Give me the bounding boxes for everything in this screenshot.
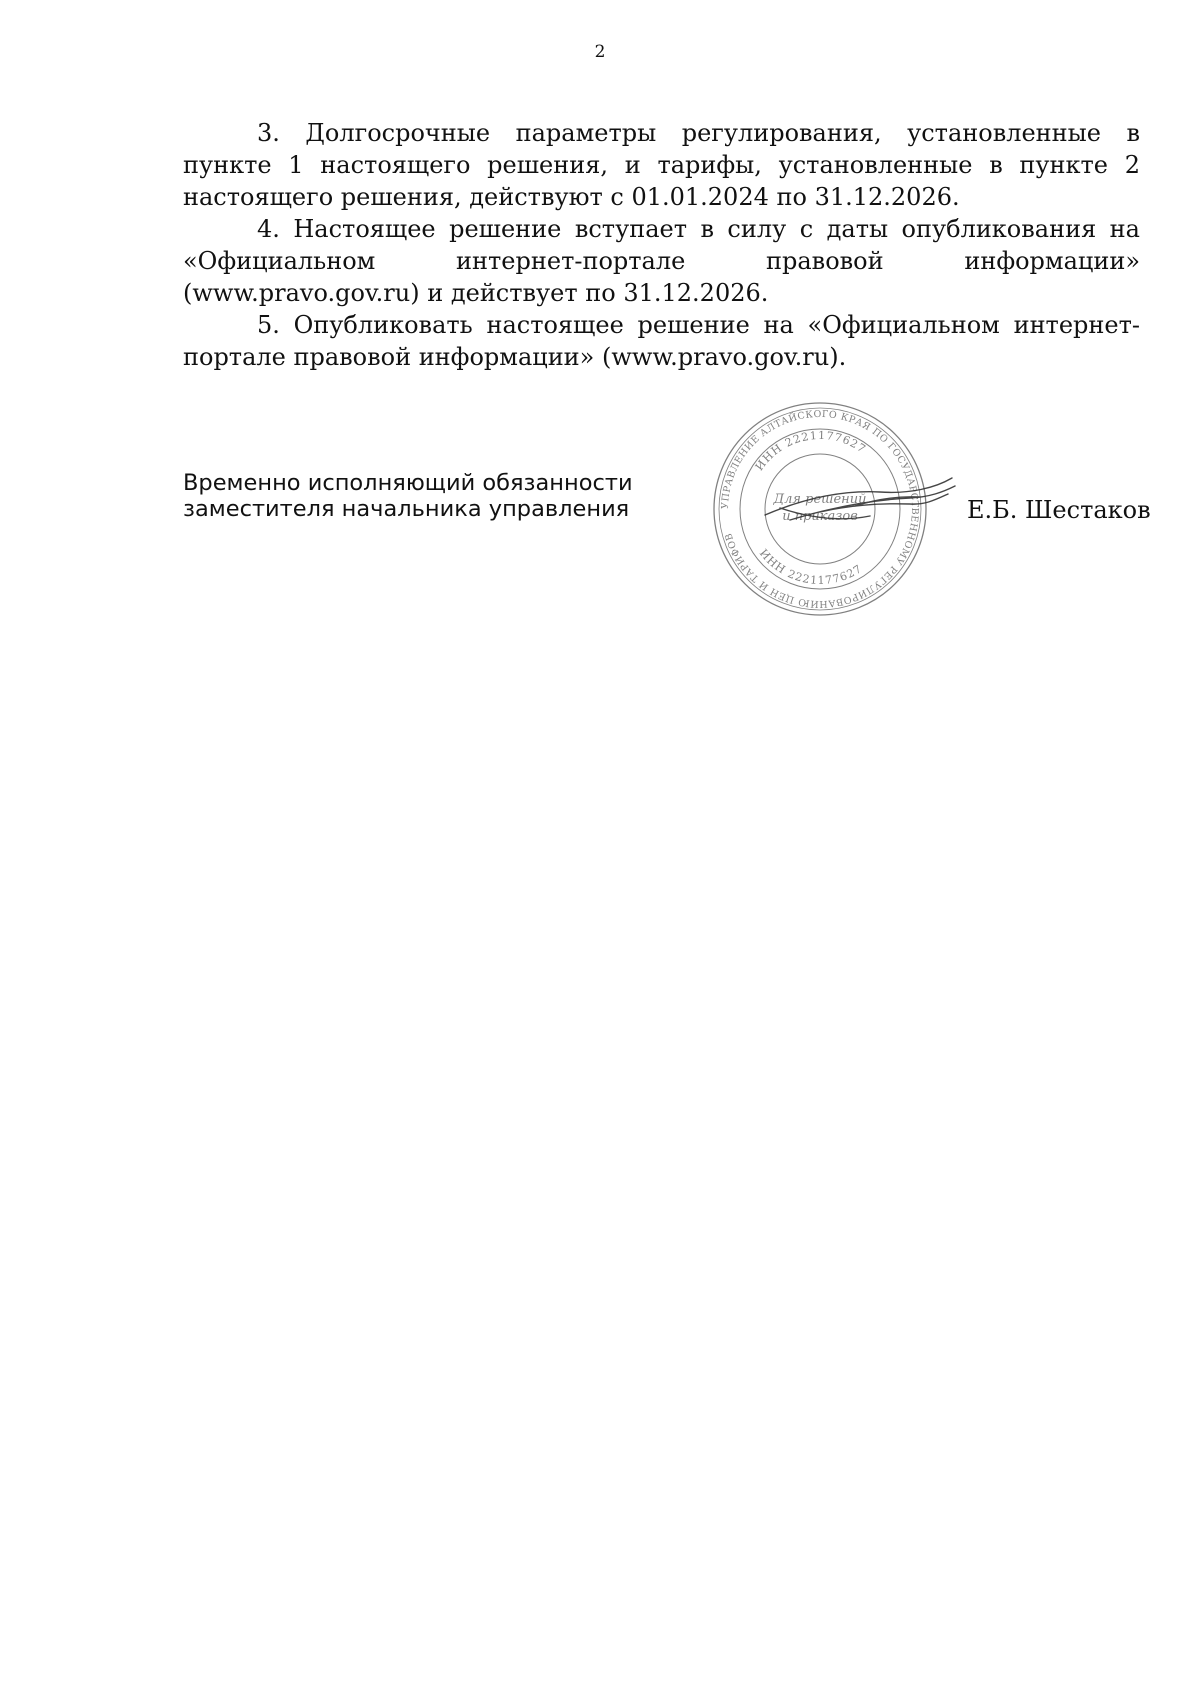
seal-inn-bottom: ИНН 2221177627 bbox=[756, 546, 865, 588]
signatory-name: Е.Б. Шестаков bbox=[967, 496, 1151, 524]
signatory-position-line-2: заместителя начальника управления bbox=[183, 496, 630, 522]
paragraph-5: 5. Опубликовать настоящее решение на «Официальном интернет-портале правовой информации» (www.pravo.gov.ru). bbox=[183, 311, 1140, 371]
seal-center-line-2: и приказов bbox=[782, 509, 858, 524]
seal-inn-text-top bbox=[753, 429, 869, 473]
seal-inn-text-bottom bbox=[757, 547, 865, 587]
handwritten-signature bbox=[760, 470, 960, 540]
page-number: 2 bbox=[594, 42, 606, 62]
document-body bbox=[183, 117, 1140, 373]
paragraph-4: 4. Настоящее решение вступает в силу с даты опубликования на «Официальном интернет-портале правовой информации» (www.pravo.gov.ru) и действует по 31.12.2026. bbox=[183, 215, 1140, 307]
signatory-position bbox=[183, 470, 663, 522]
seal-inn-top: ИНН 2221177627 bbox=[752, 428, 869, 474]
signature-strokes bbox=[760, 470, 960, 540]
paragraph-3: 3. Долгосрочные параметры регулирования, установленные в пункте 1 настоящего решения, и тарифы, установленные в пункте 2 настоящего решения, действуют с 01.01.2024 по 31.12.2026. bbox=[183, 119, 1140, 211]
signatory-position-line-1: Временно исполняющий обязанности bbox=[183, 470, 633, 496]
seal-outer-text: УПРАВЛЕНИЕ АЛТАЙСКОГО КРАЯ ПО ГОСУДАРСТВЕННОМУ РЕГУЛИРОВАНИЮ ЦЕН И ТАРИФОВ bbox=[719, 408, 921, 610]
seal-center-line-1: Для решений bbox=[773, 492, 867, 507]
